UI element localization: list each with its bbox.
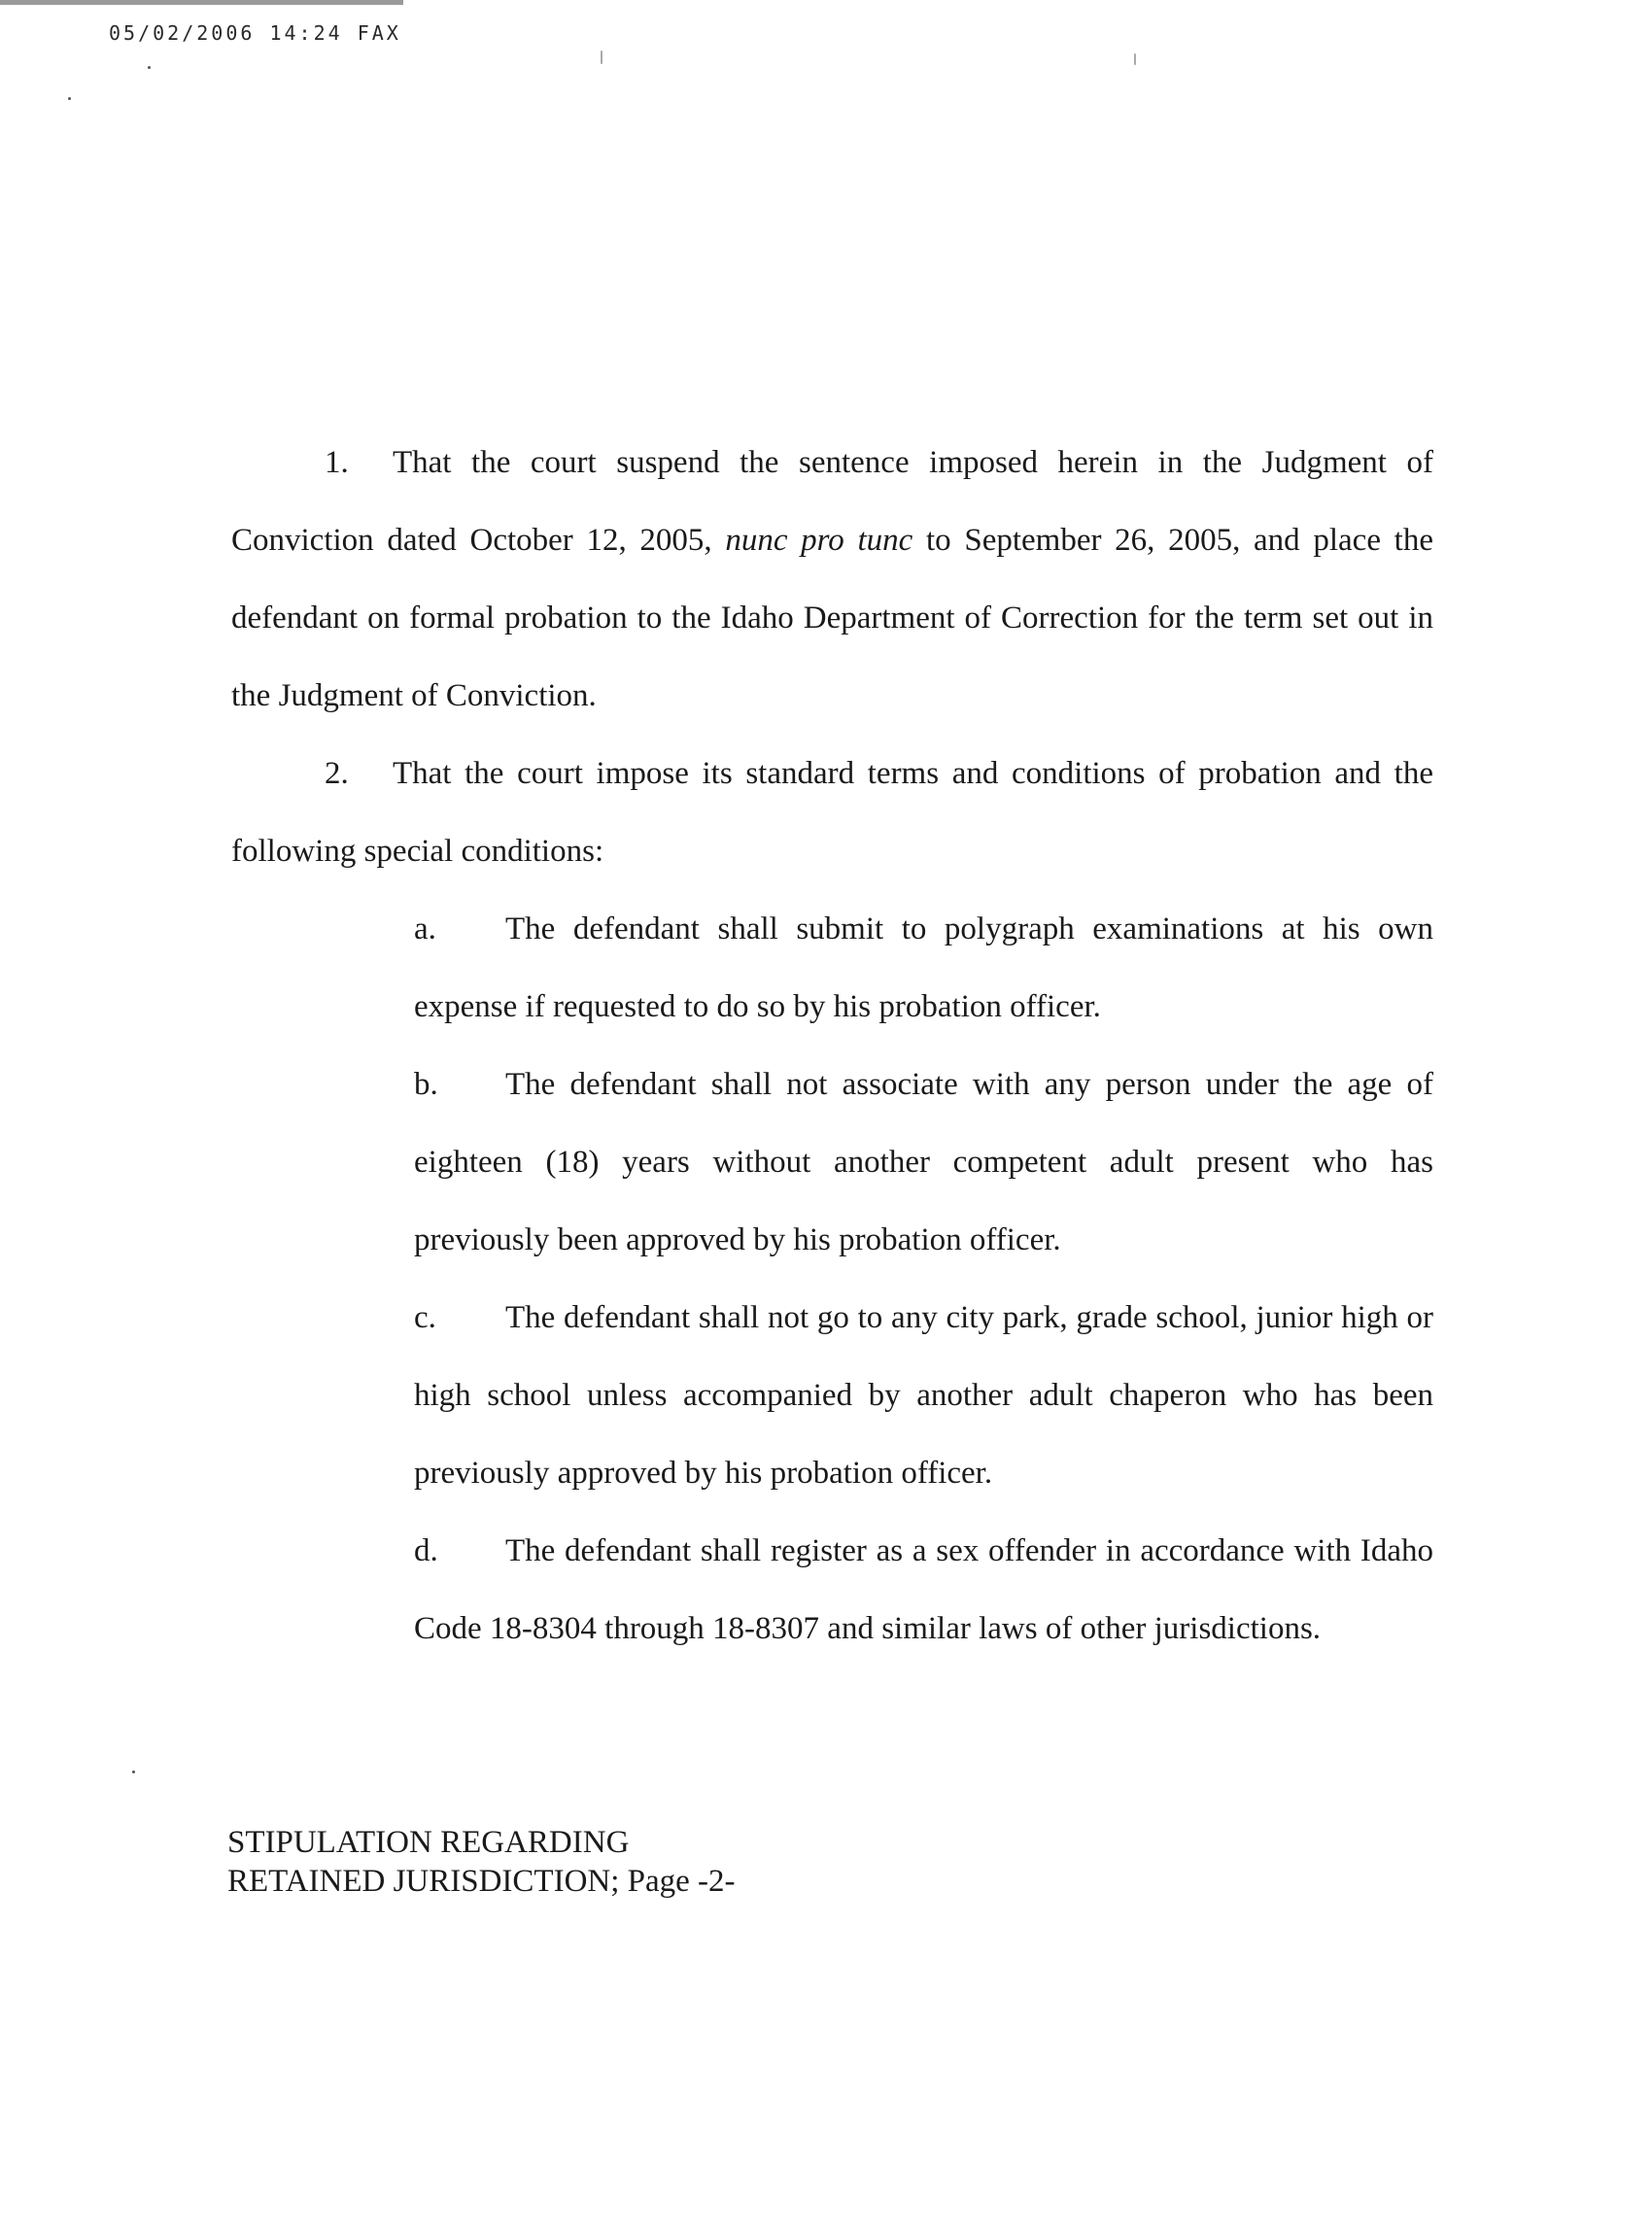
condition-letter: d.: [414, 1533, 438, 1568]
paragraph-number: 1.: [325, 445, 349, 480]
special-conditions-list: [231, 890, 1433, 1667]
scan-speck: [148, 66, 151, 69]
condition-item: [414, 1279, 1433, 1512]
condition-letter: a.: [414, 911, 436, 946]
scan-speck: [601, 51, 602, 64]
condition-text: The defendant shall not associate with any person under the age of eighteen (18) years without another competent adult present who has previously been approved by his probation officer.: [414, 1067, 1433, 1257]
fax-top-rule: [0, 0, 403, 5]
condition-letter: c.: [414, 1300, 436, 1335]
condition-item: [414, 890, 1433, 1046]
footer-title-line-2: RETAINED JURISDICTION; Page -2-: [227, 1864, 736, 1899]
condition-text: The defendant shall not go to any city park, grade school, junior high or high school unless accompanied by another adult chaperon who has been previously approved by his probation officer.: [414, 1300, 1433, 1491]
stipulation-body: [231, 424, 1433, 1667]
condition-item: [414, 1046, 1433, 1279]
condition-letter: b.: [414, 1067, 438, 1102]
paragraph-text: to September 26, 2005, and place the defendant on formal probation to the Idaho Department of Correction for the term set out in the Judgment of Conviction.: [231, 523, 1433, 713]
document-footer: [227, 1823, 736, 1901]
paragraph-2: [231, 735, 1433, 890]
scan-speck: [132, 1770, 135, 1773]
condition-text: The defendant shall register as a sex offender in accordance with Idaho Code 18-8304 through 18-8307 and similar laws of other jurisdictions.: [414, 1533, 1433, 1646]
paragraph-text: That the court impose its standard terms and conditions of probation and the following special conditions:: [231, 756, 1433, 869]
paragraph-text-italic: nunc pro tunc: [725, 523, 913, 558]
paragraph-text: That the court suspend the sentence imposed herein in the Judgment of Conviction dated October 12, 2005,: [231, 445, 1433, 558]
fax-header-timestamp: 05/02/2006 14:24 FAX: [109, 21, 401, 45]
footer-title-line-1: STIPULATION REGARDING: [227, 1825, 630, 1860]
paragraph-1: [231, 424, 1433, 735]
scan-speck: [1134, 53, 1136, 65]
condition-item: [414, 1512, 1433, 1667]
paragraph-number: 2.: [325, 756, 349, 791]
condition-text: The defendant shall submit to polygraph examinations at his own expense if requested to do so by his probation officer.: [414, 911, 1433, 1024]
scan-speck: [68, 97, 71, 100]
